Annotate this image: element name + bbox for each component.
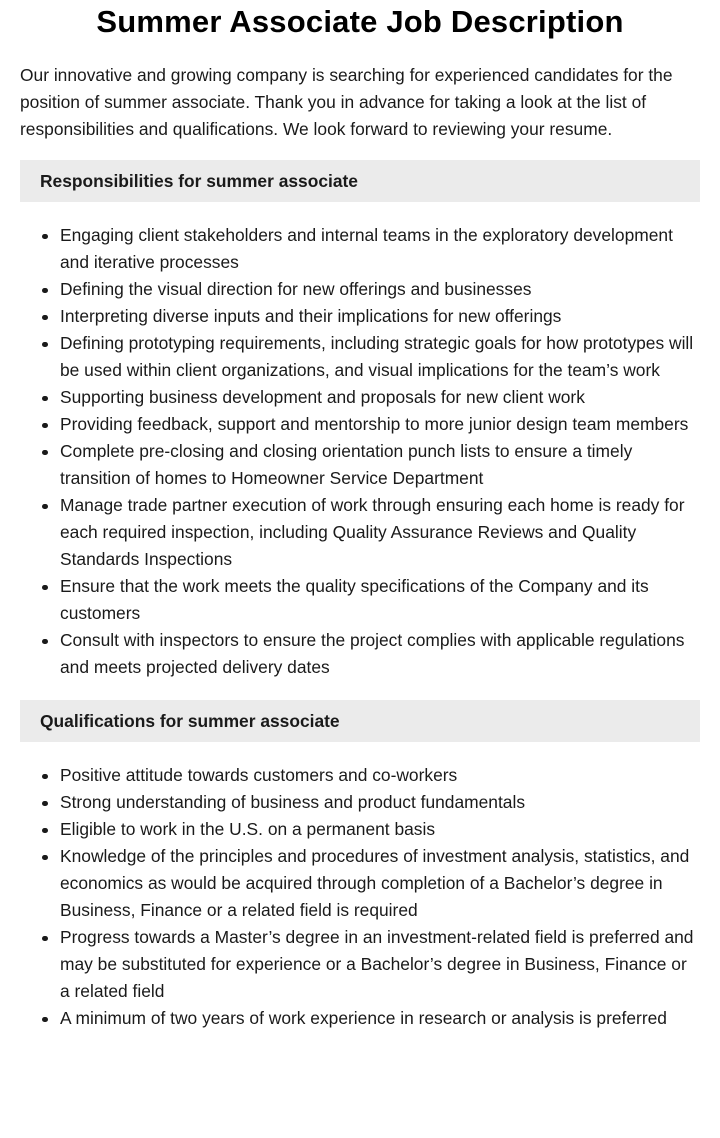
qualifications-list	[20, 762, 700, 1032]
list-item: Manage trade partner execution of work through ensuring each home is ready for each required inspection, including Quality Assurance Reviews and Quality Standards Inspections	[60, 492, 700, 573]
list-item: Complete pre-closing and closing orientation punch lists to ensure a timely transition of homes to Homeowner Service Department	[60, 438, 700, 492]
responsibilities-heading: Responsibilities for summer associate	[20, 160, 700, 202]
intro-paragraph: Our innovative and growing company is searching for experienced candidates for the position of summer associate. Thank you in advance for taking a look at the list of responsibilities and qualifications. We look forward to reviewing your resume.	[20, 65, 673, 139]
list-item: Consult with inspectors to ensure the project complies with applicable regulations and meets projected delivery dates	[60, 627, 700, 681]
list-item: Progress towards a Master’s degree in an investment-related field is preferred and may be substituted for experience or a Bachelor’s degree in Business, Finance or a related field	[60, 924, 700, 1005]
list-item: Ensure that the work meets the quality specifications of the Company and its customers	[60, 573, 700, 627]
list-item: Positive attitude towards customers and co-workers	[60, 762, 700, 789]
list-item: Strong understanding of business and product fundamentals	[60, 789, 700, 816]
list-item: Knowledge of the principles and procedures of investment analysis, statistics, and economics as would be acquired through completion of a Bachelor’s degree in Business, Finance or a related field is required	[60, 843, 700, 924]
list-item: Defining prototyping requirements, including strategic goals for how prototypes will be used within client organizations, and visual implications for the team’s work	[60, 330, 700, 384]
page-title: Summer Associate Job Description	[96, 4, 624, 39]
list-item: Supporting business development and proposals for new client work	[60, 384, 700, 411]
list-item: Eligible to work in the U.S. on a permanent basis	[60, 816, 700, 843]
list-item: Interpreting diverse inputs and their implications for new offerings	[60, 303, 700, 330]
list-item: Defining the visual direction for new offerings and businesses	[60, 276, 700, 303]
list-item: A minimum of two years of work experience in research or analysis is preferred	[60, 1005, 700, 1032]
qualifications-heading: Qualifications for summer associate	[20, 700, 700, 742]
responsibilities-list	[20, 222, 700, 681]
list-item: Providing feedback, support and mentorship to more junior design team members	[60, 411, 700, 438]
list-item: Engaging client stakeholders and internal teams in the exploratory development and iterative processes	[60, 222, 700, 276]
